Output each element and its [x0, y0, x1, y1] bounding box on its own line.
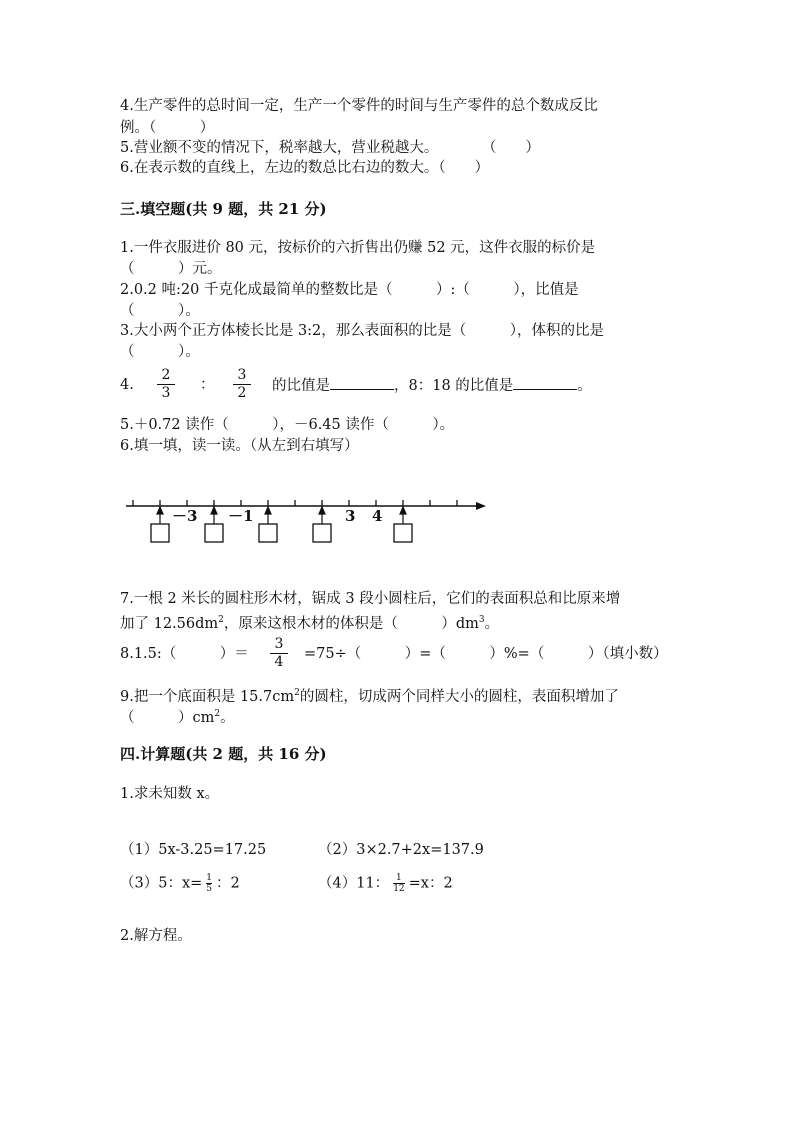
- judge-q4-line2: 例。（ ）: [120, 120, 215, 136]
- fraction-denominator: 5: [206, 884, 213, 894]
- answer-box[interactable]: [313, 524, 331, 542]
- number-line-label: －3: [172, 507, 198, 525]
- superscript: 3: [478, 615, 485, 625]
- number-line-label: 3: [345, 507, 356, 525]
- fraction-numerator: 1: [396, 873, 402, 883]
- answer-blank[interactable]: [330, 375, 394, 390]
- fill-q7-text-b: ，原来这根木材的体积是（ ）dm: [223, 615, 479, 632]
- fill-q4-colon: ：: [200, 377, 215, 393]
- number-line-arrow: [476, 502, 486, 510]
- judge-q5: 5.营业额不变的情况下，税率越大，营业税越大。 （ ）: [120, 140, 540, 156]
- fill-q8-part1: 8.1.5:（ ）＝: [120, 646, 249, 662]
- fill-q3-line1: 3.大小两个正方体棱长比是 3:2，那么表面积的比是（ ），体积的比是: [120, 323, 605, 339]
- fill-q4-text-c: 。: [577, 378, 592, 394]
- fill-q2-line1: 2.0.2 吨:20 千克化成最简单的整数比是（ ）:（ ），比值是: [120, 282, 579, 298]
- fill-q2-line2: （ ）。: [120, 303, 200, 319]
- answer-box[interactable]: [259, 524, 277, 542]
- answer-box[interactable]: [205, 524, 223, 542]
- number-line-label: －1: [228, 507, 254, 525]
- fraction-numerator: 2: [161, 367, 171, 383]
- fraction-numerator: 1: [206, 873, 213, 883]
- fill-q4-number: 4.: [120, 377, 134, 393]
- equation-text: ：2: [216, 875, 240, 892]
- small-fraction: [393, 873, 404, 894]
- equation-text: （4）11：: [318, 875, 390, 892]
- superscript: 2: [214, 709, 221, 719]
- equation-text: （3）5：x=: [120, 875, 203, 892]
- fill-q8-fraction: [270, 637, 288, 670]
- judge-q6: 6.在表示数的直线上，左边的数总比右边的数大。（ ）: [120, 160, 490, 176]
- calc-q2: 2.解方程。: [120, 928, 192, 944]
- calc-equation-2: （2）3×2.7+2x=137.9: [318, 842, 484, 858]
- section-heading-fill: 三.填空题(共 9 题，共 21 分): [120, 200, 327, 218]
- pointer-arrow-head: [265, 507, 271, 514]
- calc-equation-1: （1）5x-3.25=17.25: [120, 842, 267, 858]
- fill-q7-line1: 7.一根 2 米长的圆柱形木材，锯成 3 段小圆柱后，它们的表面积总和比原来增: [120, 591, 621, 607]
- superscript: 2: [294, 688, 300, 698]
- fill-q4-text-b: ，8：18 的比值是: [394, 378, 514, 394]
- equation-text: =x：2: [408, 875, 453, 892]
- fill-q4-rest: [272, 375, 592, 396]
- pointer-arrow-head: [211, 507, 217, 514]
- fraction-numerator: 3: [237, 367, 247, 383]
- fill-q7-text-c: 。: [484, 615, 500, 632]
- fill-q4-text-a: 的比值是: [272, 378, 330, 394]
- fill-q1-line1: 1.一件衣服进价 80 元，按标价的六折售出仍赚 52 元，这件衣服的标价是: [120, 240, 596, 256]
- fraction-denominator: 12: [393, 884, 405, 894]
- calc-equation-3: [120, 873, 240, 894]
- fill-q9-text-d: 。: [220, 709, 235, 726]
- fraction-numerator: 3: [274, 636, 284, 652]
- calc-q1: 1.求未知数 x。: [120, 786, 220, 802]
- section-heading-calc: 四.计算题(共 2 题，共 16 分): [120, 745, 327, 763]
- small-fraction: [206, 873, 212, 894]
- fill-q4-fraction-2: [233, 368, 251, 401]
- fill-q1-line2: （ ）元。: [120, 261, 222, 277]
- number-line-label: 4: [372, 507, 383, 525]
- fraction-denominator: 2: [237, 385, 247, 401]
- calc-equation-4: [318, 873, 453, 894]
- answer-blank[interactable]: [513, 375, 577, 390]
- fraction-denominator: 4: [274, 654, 284, 670]
- answer-box[interactable]: [394, 524, 412, 542]
- pointer-arrow-head: [157, 507, 163, 514]
- pointer-arrow-head: [400, 507, 406, 514]
- fraction-denominator: 3: [161, 385, 171, 401]
- fill-q9-text-a: 9.把一个底面积是 15.7cm: [120, 688, 295, 705]
- number-line-ticks: [133, 500, 457, 506]
- fill-q5: 5.＋0.72 读作（ ），－6.45 读作（ ）。: [120, 417, 455, 433]
- fill-q9-text-b: 的圆柱，切成两个同样大小的圆柱，表面积增加了: [299, 688, 619, 705]
- fill-q4-fraction-1: [157, 368, 175, 401]
- number-line-diagram: [120, 490, 500, 550]
- pointer-arrow-head: [319, 507, 325, 514]
- fill-q8-part2: =75÷（ ）=（ ）%=（ ）（填小数）: [304, 646, 668, 662]
- fill-q9-text-c: （ ）cm: [120, 709, 215, 726]
- fill-q7-text-a: 加了 12.56dm: [120, 615, 219, 632]
- fill-q6: 6.填一填，读一读。（从左到右填写）: [120, 438, 359, 454]
- answer-box[interactable]: [151, 524, 169, 542]
- fill-q7-line2: [120, 610, 499, 634]
- judge-q4-line1: 4.生产零件的总时间一定，生产一个零件的时间与生产零件的总个数成反比: [120, 98, 598, 114]
- fill-q9-line2: [120, 704, 235, 728]
- fill-q3-line2: （ ）。: [120, 344, 200, 360]
- superscript: 2: [218, 615, 224, 625]
